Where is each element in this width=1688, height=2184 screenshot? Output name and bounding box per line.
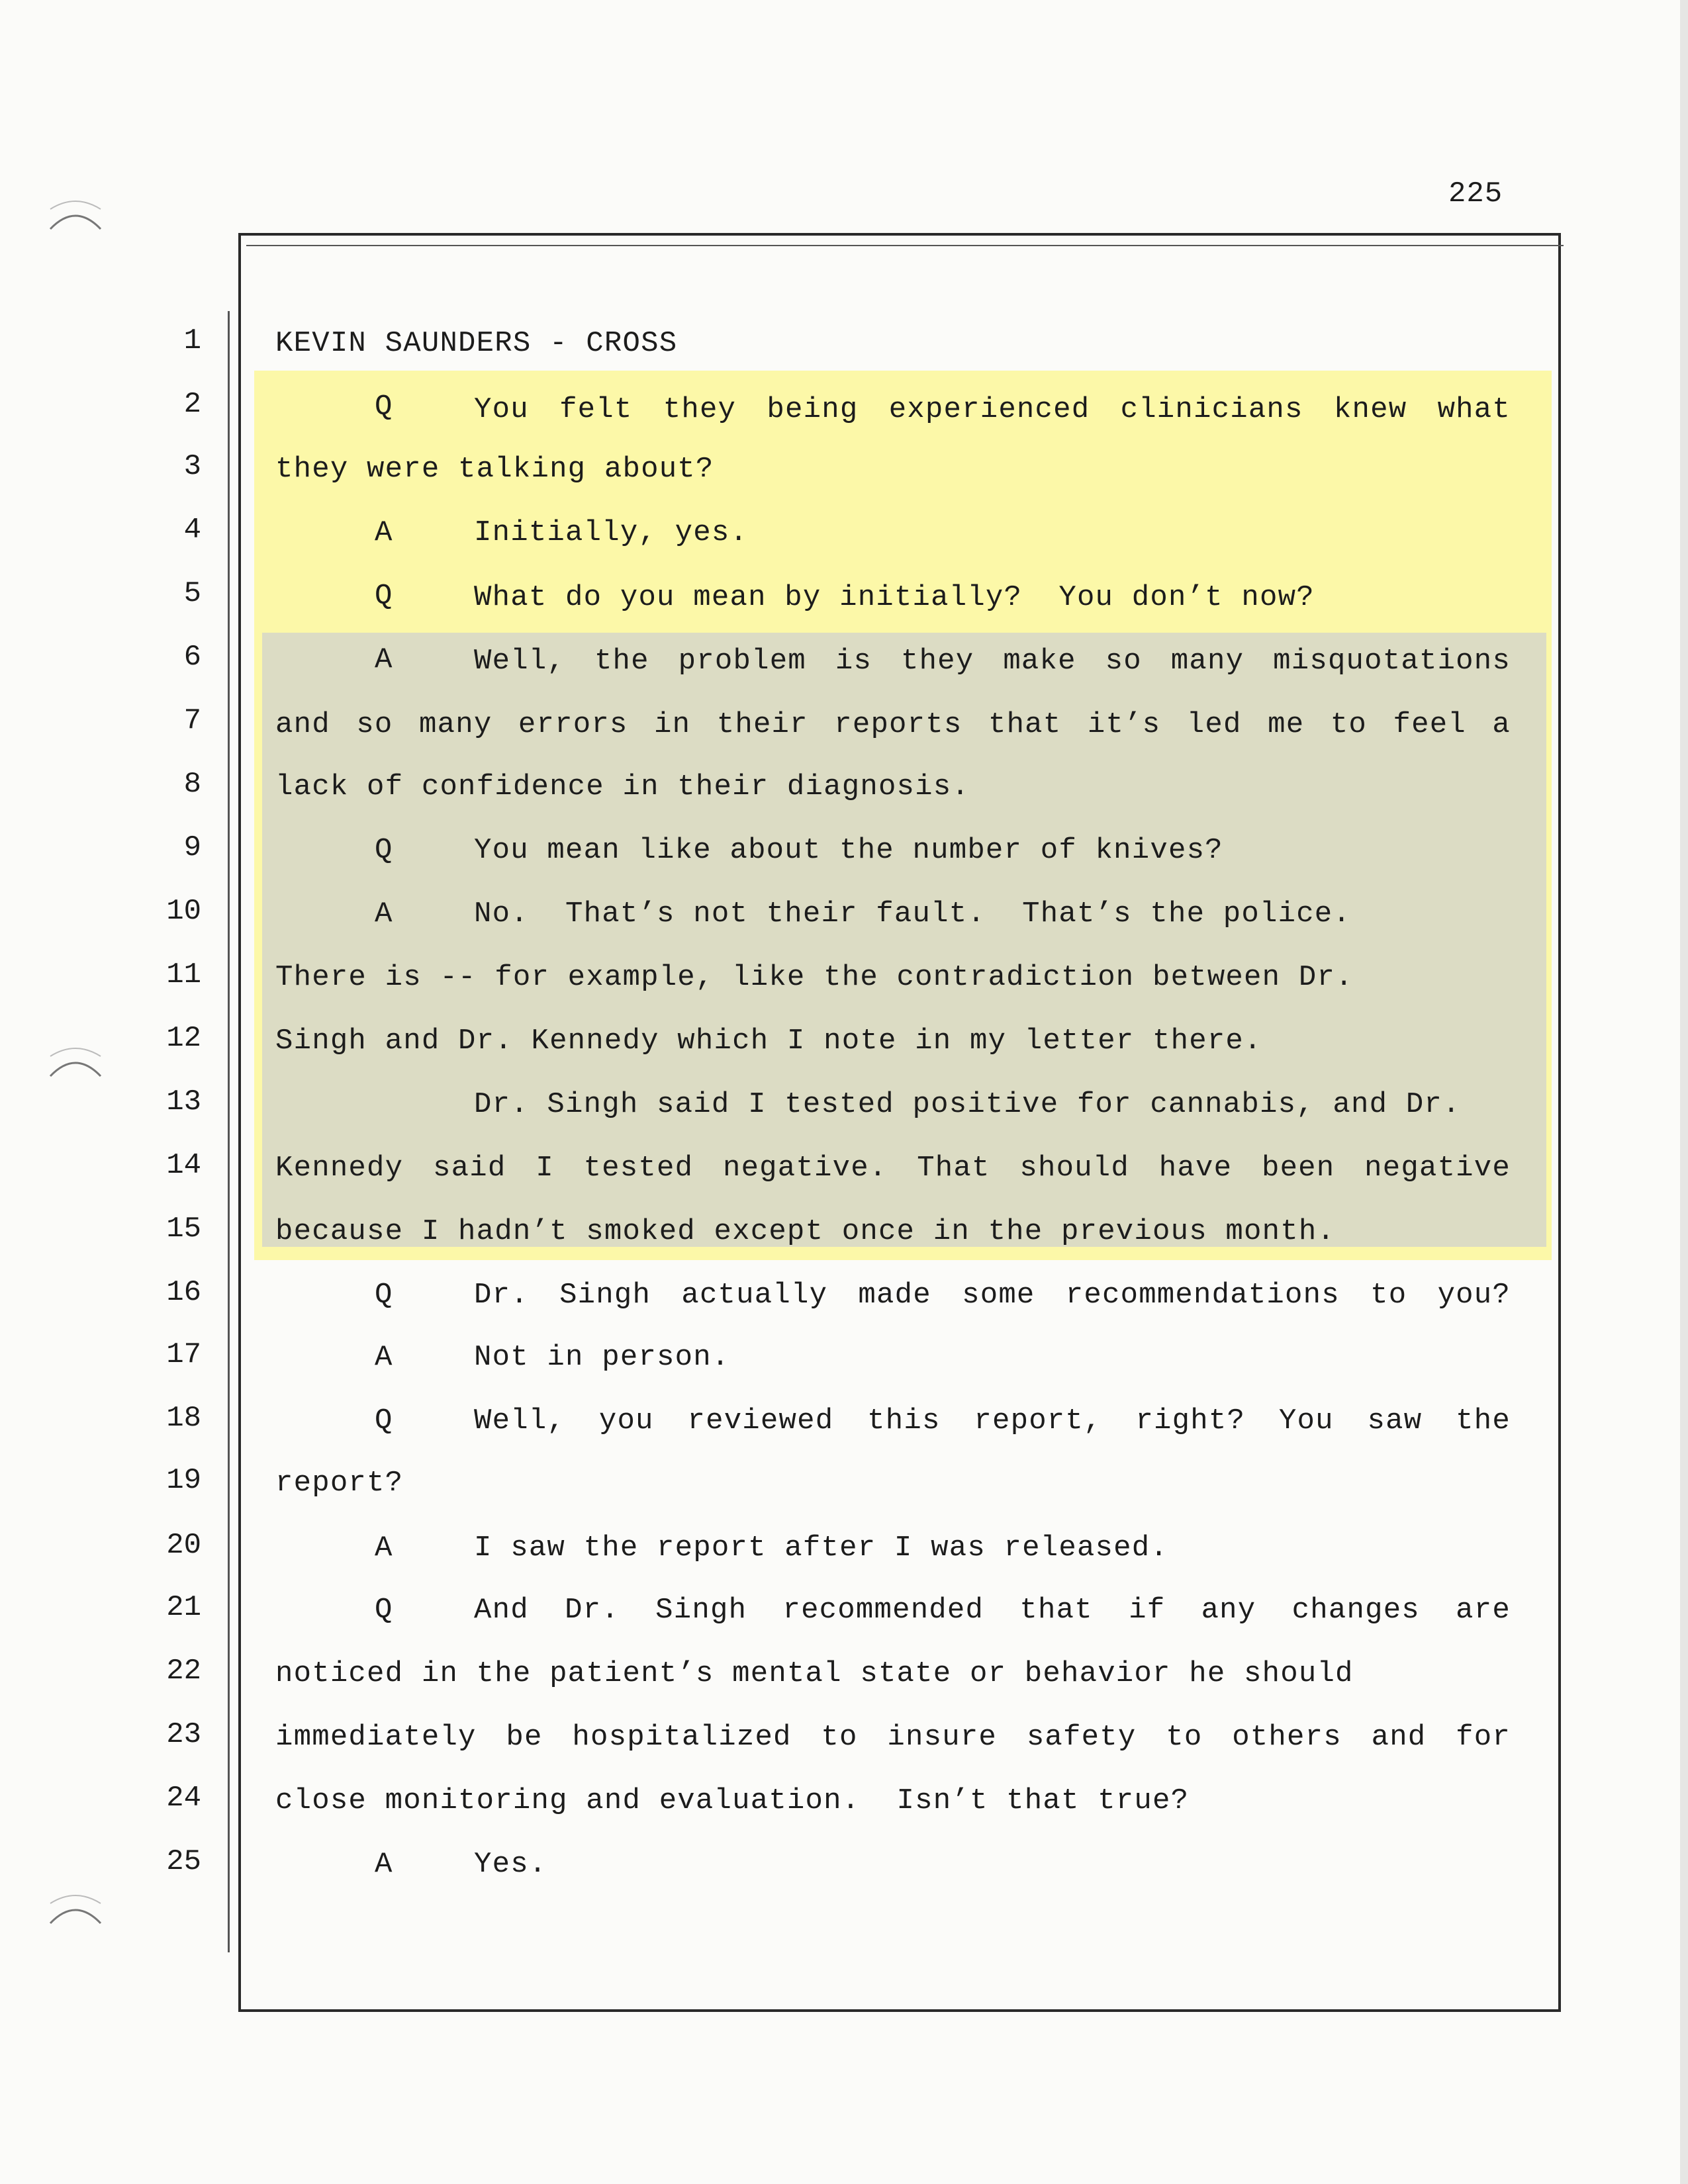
frame-inner-rule [246, 245, 1564, 246]
line-number: 11 [166, 958, 201, 991]
speaker-a: A [375, 1848, 393, 1881]
speaker-q: Q [375, 390, 393, 424]
transcript-line: report? [275, 1467, 404, 1500]
line-number: 24 [166, 1782, 201, 1815]
transcript-line: Yes. [474, 1848, 547, 1881]
line-number: 8 [183, 768, 201, 801]
transcript-line: There is -- for example, like the contradiction between Dr. [275, 961, 1354, 994]
transcript-line: Well, you reviewed this report, right? You saw the [474, 1404, 1511, 1437]
transcript-line: noticed in the patient’s mental state or behavior he should [275, 1657, 1354, 1690]
line-number: 22 [166, 1655, 201, 1688]
transcript-line: I saw the report after I was released. [474, 1531, 1168, 1565]
speaker-q: Q [375, 580, 393, 613]
transcript-line: and so many errors in their reports that it’s led me to feel a [275, 708, 1511, 741]
line-number: 15 [166, 1212, 201, 1246]
line-number: 18 [166, 1402, 201, 1435]
line-number: 7 [183, 704, 201, 737]
transcript-line: You felt they being experienced clinicians knew what [474, 393, 1511, 426]
transcript-line: Well, the problem is they make so many misquotations [474, 645, 1511, 678]
line-number: 21 [166, 1591, 201, 1624]
speaker-a: A [375, 516, 393, 549]
transcript-line: immediately be hospitalized to insure safety to others and for [275, 1721, 1511, 1754]
line-number: 16 [166, 1276, 201, 1309]
speaker-q: Q [375, 1404, 393, 1437]
transcript-line: And Dr. Singh recommended that if any changes are [474, 1594, 1511, 1627]
transcript-line: You mean like about the number of knives? [474, 834, 1223, 867]
witness-heading: KEVIN SAUNDERS - CROSS [275, 327, 678, 360]
speaker-a: A [375, 643, 393, 676]
speaker-a: A [375, 897, 393, 931]
line-number: 19 [166, 1464, 201, 1497]
binder-hole-top [48, 196, 103, 236]
transcript-line: close monitoring and evaluation. Isn’t that true? [275, 1784, 1190, 1817]
transcript-line: lack of confidence in their diagnosis. [275, 770, 970, 803]
speaker-q: Q [375, 1279, 393, 1312]
transcript-line: they were talking about? [275, 453, 714, 486]
speaker-q: Q [375, 834, 393, 867]
line-number: 14 [166, 1149, 201, 1182]
transcript-line: No. That’s not their fault. That’s the police. [474, 897, 1352, 931]
speaker-q: Q [375, 1594, 393, 1627]
line-number: 4 [183, 514, 201, 547]
line-number: 1 [183, 324, 201, 357]
transcript-line: What do you mean by initially? You don’t now? [474, 581, 1315, 614]
transcript-line: Dr. Singh said I tested positive for cannabis, and Dr. [474, 1088, 1461, 1121]
transcript-line: because I hadn’t smoked except once in the previous month. [275, 1215, 1336, 1248]
page-number: 225 [1448, 177, 1503, 210]
line-number: 23 [166, 1718, 201, 1751]
transcript-line: Singh and Dr. Kennedy which I note in my letter there. [275, 1024, 1262, 1058]
line-number-rule [228, 311, 230, 1952]
binder-hole-bottom [48, 1890, 103, 1930]
line-number: 20 [166, 1529, 201, 1562]
line-number: 3 [183, 450, 201, 483]
page-edge [1680, 0, 1688, 2184]
transcript-line: Kennedy said I tested negative. That should have been negative [275, 1152, 1511, 1185]
transcript-line: Initially, yes. [474, 516, 749, 549]
speaker-a: A [375, 1531, 393, 1565]
line-number: 25 [166, 1845, 201, 1878]
transcript-line: Not in person. [474, 1341, 730, 1374]
line-number: 12 [166, 1022, 201, 1055]
line-number: 13 [166, 1085, 201, 1118]
transcript-line: Dr. Singh actually made some recommendations to you? [474, 1279, 1511, 1312]
line-number: 9 [183, 831, 201, 864]
line-number: 10 [166, 895, 201, 928]
line-number: 5 [183, 577, 201, 610]
speaker-a: A [375, 1341, 393, 1374]
line-number: 6 [183, 641, 201, 674]
binder-hole-middle [48, 1043, 103, 1083]
line-number: 17 [166, 1338, 201, 1371]
line-number: 2 [183, 388, 201, 421]
